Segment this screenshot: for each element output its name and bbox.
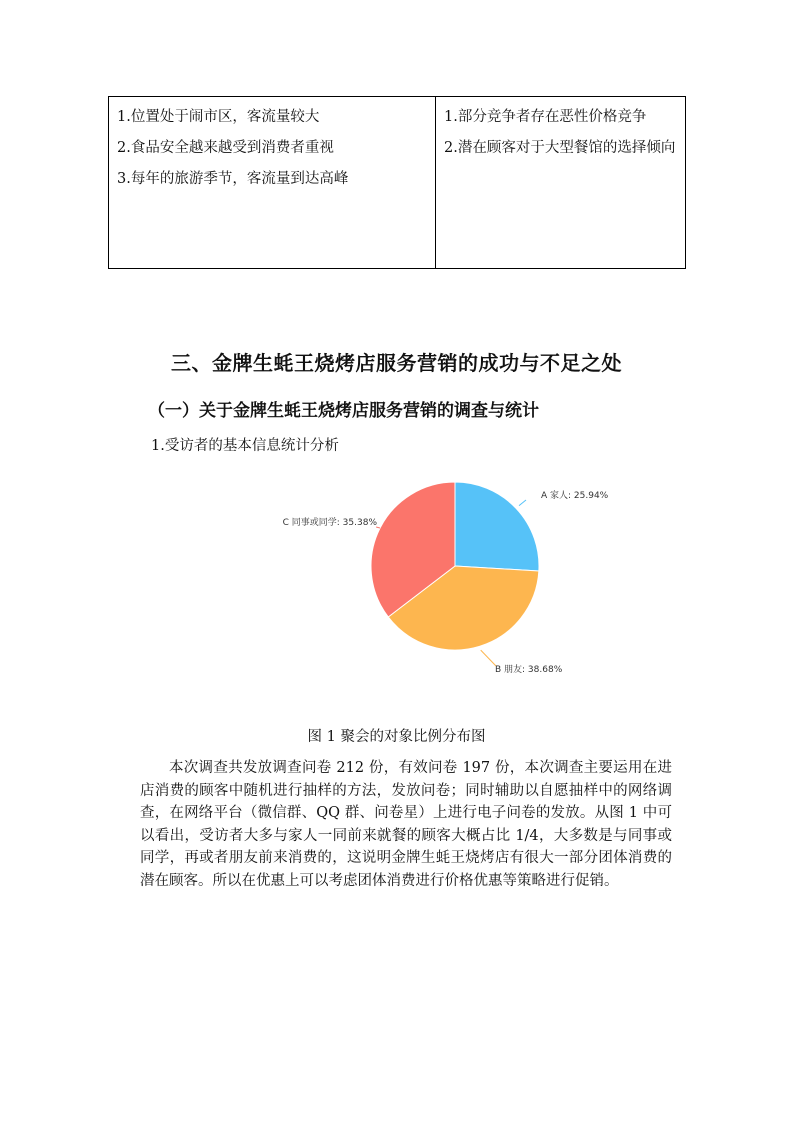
- leader-line: [519, 500, 526, 506]
- slice-label: B 朋友: 38.68%: [495, 665, 563, 675]
- list-item: 1. 位置处于闹市区，客流量较大: [117, 109, 320, 125]
- threats-column: [436, 97, 685, 268]
- leader-line: [481, 650, 496, 666]
- pie-chart: [230, 470, 630, 680]
- swot-table: [108, 96, 686, 269]
- figure-caption: 图 1 聚会的对象比例分布图: [307, 729, 486, 745]
- pie-slice: [455, 482, 539, 571]
- subsubsection-title: 1.受访者的基本信息统计分析: [151, 438, 339, 454]
- list-item: 2. 潜在顾客对于大型餐馆的选择倾向: [444, 140, 676, 156]
- list-item: 3. 每年的旅游季节，客流量到达高峰: [117, 171, 349, 187]
- slice-label: A 家人: 25.94%: [541, 491, 609, 501]
- list-item: 1. 部分竞争者存在恶性价格竞争: [444, 109, 647, 125]
- subsection-title: （一）关于金牌生蚝王烧烤店服务营销的调查与统计: [148, 401, 539, 421]
- opportunities-column: [109, 97, 436, 268]
- section-title: 三、金牌生蚝王烧烤店服务营销的成功与不足之处: [171, 351, 622, 375]
- list-item: 2. 食品安全越来越受到消费者重视: [117, 140, 334, 156]
- body-paragraph: 本次调查共发放调查问卷 212 份，有效问卷 197 份，本次调查主要运用在进店消费的顾客中随机进行抽样的方法，发放问卷；同时辅助以自愿抽样中的网络调查，在网络平台（微信群、QQ 群、问卷星）上进行电子问卷的发放。从图 1 中可以看出，受访者大多与家人一同前来就餐的顾客大概占比 1/4，大多数是与同事或同学，再或者朋友前来消费的，这说明金牌生蚝王烧烤店有很大一部分团体消费的潜在顾客。所以在优惠上可以考虑团体消费进行价格优惠等策略进行促销。: [140, 760, 672, 889]
- slice-label: C 同事或同学: 35.38%: [282, 518, 377, 528]
